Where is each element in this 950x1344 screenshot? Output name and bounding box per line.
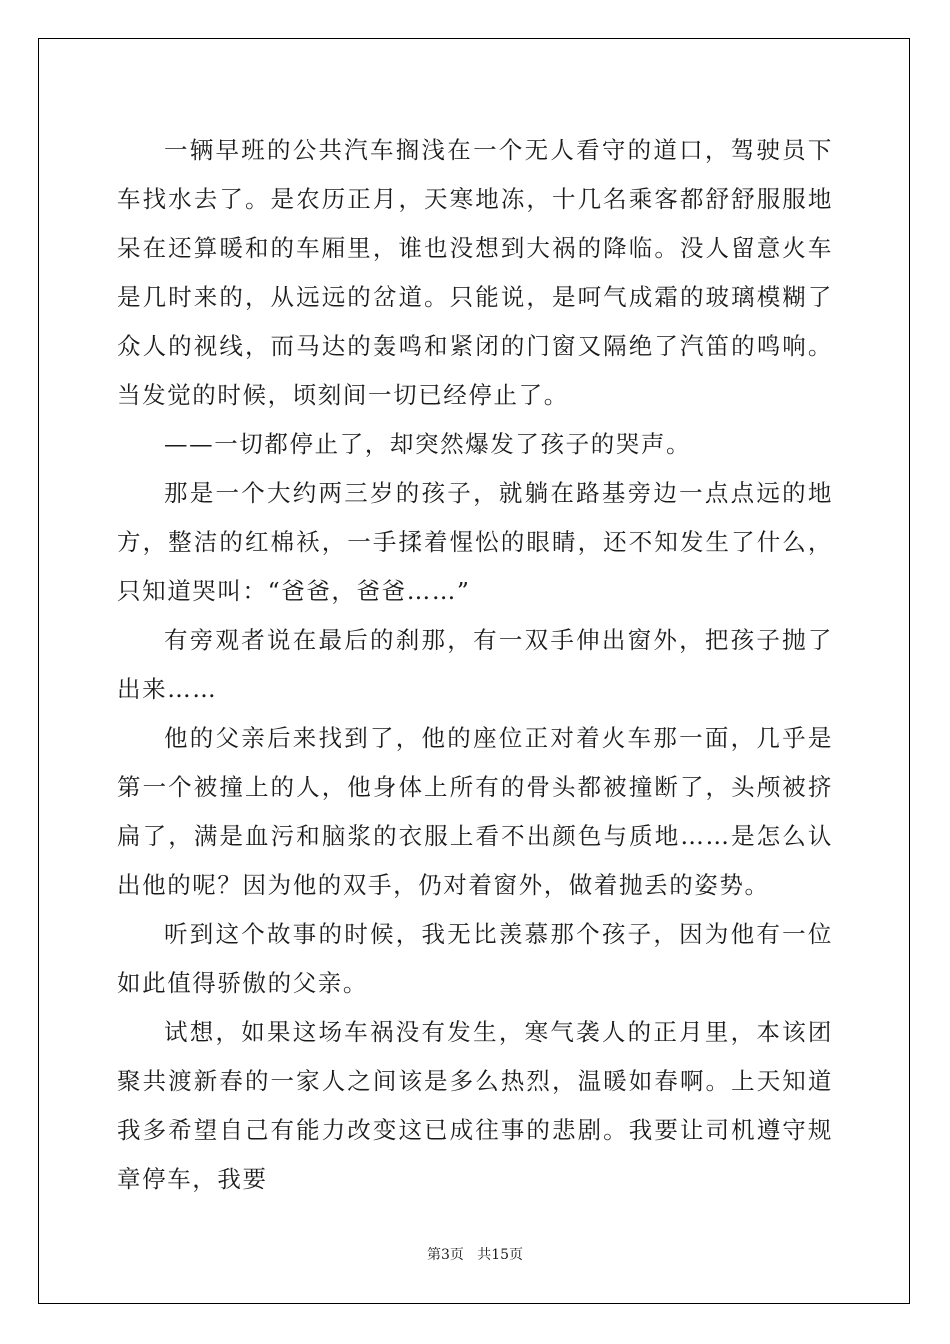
paragraph-4: 有旁观者说在最后的刹那，有一双手伸出窗外，把孩子抛了出来……: [117, 626, 833, 703]
page-number-footer: 第3页 共15页: [426, 1247, 524, 1263]
paragraph-6: 听到这个故事的时候，我无比羡慕那个孩子，因为他有一位如此值得骄傲的父亲。: [117, 920, 833, 997]
document-body: [117, 126, 833, 1204]
paragraph-2: ——一切都停止了，却突然爆发了孩子的哭声。: [164, 430, 692, 458]
paragraph-3: 那是一个大约两三岁的孩子，就躺在路基旁边一点点远的地方，整洁的红棉袄，一手揉着惺忪的眼睛，还不知发生了什么，只知道哭叫：“爸爸，爸爸……”: [117, 479, 833, 605]
paragraph-5: 他的父亲后来找到了，他的座位正对着火车那一面，几乎是第一个被撞上的人，他身体上所有的骨头都被撞断了，头颅被挤扁了，满是血污和脑浆的衣服上看不出颜色与质地……是怎么认出他的呢？因为他的双手，仍对着窗外，做着抛丢的姿势。: [117, 724, 833, 899]
paragraph-1: 一辆早班的公共汽车搁浅在一个无人看守的道口，驾驶员下车找水去了。是农历正月，天寒地冻，十几名乘客都舒舒服服地呆在还算暖和的车厢里，谁也没想到大祸的降临。没人留意火车是几时来的，从远远的岔道。只能说，是呵气成霜的玻璃模糊了众人的视线，而马达的轰鸣和紧闭的门窗又隔绝了汽笛的鸣响。当发觉的时候，顷刻间一切已经停止了。: [117, 136, 833, 409]
paragraph-7: 试想，如果这场车祸没有发生，寒气袭人的正月里，本该团聚共渡新春的一家人之间该是多么热烈，温暖如春啊。上天知道我多希望自己有能力改变这已成往事的悲剧。我要让司机遵守规章停车，我要: [117, 1018, 833, 1193]
